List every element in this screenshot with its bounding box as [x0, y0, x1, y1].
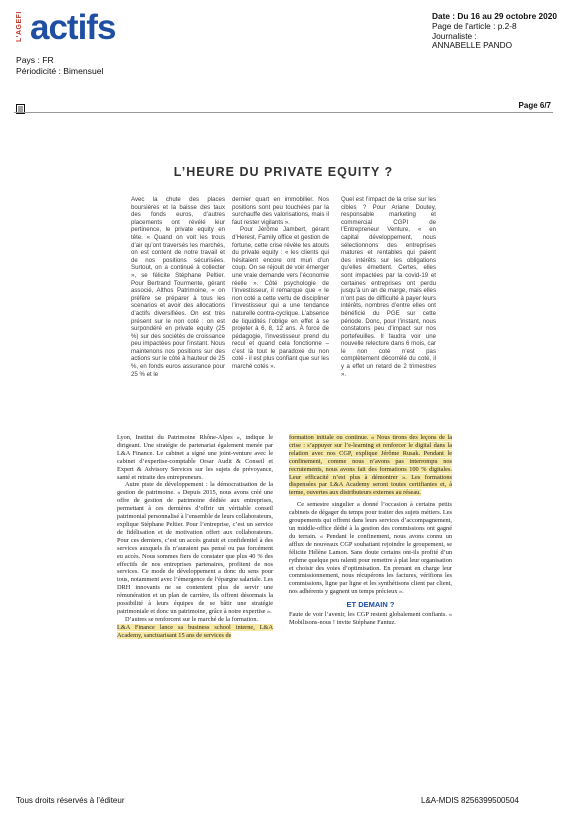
country-label: Pays : FR — [16, 55, 54, 65]
logo-text: actifs — [30, 8, 116, 47]
article-column-1 — [131, 196, 225, 378]
paragraph: Pour Jérôme Jambert, gérant d’Herest, Family office et gestion de fortune, cette crise révèle les atouts du private equity : « les clients qui hésitaient encore ont muri d’un coup. On se réjouit de voir émerger une vraie demande vers l’économie réelle ». Côté psychologie de l’investisseur, il remarque que « le non coté a cette vertu de discipliner l’investisseur qui a une tendance naturelle contra-cyclique. L’absence de liquidités l’oblige en effet à se projeter à 6, 8, 12 ans. À force de pédagogie, l’investisseur prend du recul et quand cela fonctionne – c’est là tout le paradoxe du non coté - il est plus confiant que sur les marché cotés ». — [232, 226, 329, 371]
highlighted-text: formation initiale ou continue. « Nous tirons des leçons de la crise : s’appuyer sur l’e-learning et renforcer le digital dans la relation avec nos CGP, explique Jérôme Rusak. Pendant le confinement, comme nous n’avons pas interrompu nos recrutements, nous avons fait des formations 100 % digitales. Leur efficacité n’est plus à démontrer ». Les formations dispensées par L&A Academy seront toutes certifiantes et, à terme, ouvertes aux distributeurs externes au réseau. — [289, 434, 452, 497]
paragraph: Lyon, Institut du Patrimoine Rhône-Alpes », indique le dirigeant. Une stratégie de partenariat également menée par L&A Finance. Le cabinet a signé une joint-venture avec le cabinet d’expertise-comptable Orsar Audit & Conseil et Expert & Advisory Services sur les sujets de prévoyance, santé et retraite des entrepreneurs. — [117, 434, 273, 481]
lower-column-left — [117, 434, 273, 640]
paragraph: Autre piste de développement : la démocratisation de la gestion de patrimoine. « Depuis 2015, nous avons créé une offre de gestion de patrimoine dédiée aux entreprises, permettant à ces dernières d’offrir un véritable conseil patrimonial personnalisé à l’ensemble de leurs collaborateurs, explique Stéphane Peltier. Pour l’entreprise, c’est un service de fidélisation et de motivation offert aux collaborateurs. Pour ces derniers, c’est un accès gratuit et confidentiel à des services auxquels ils n’auraient pas pensé ou pas forcément eu accès. Nous sommes fiers de constater que plus 40 % des effectifs de nos entreprises partenaires, profitent de nos services. Ce mode de développement a donc du sens pour tous, notamment avec l’émergence de l’épargne salariale. Les DRH innovants ne se contentent plus de servir une rémunération et un plan de carrière, ils offrent désormais la possibilité à leurs équipes de se bâtir une stratégie patrimoniale et donc un patrimoine, grâce à notre expertise ». — [117, 481, 273, 615]
article-metadata — [432, 12, 557, 51]
lower-column-right — [289, 434, 452, 627]
footer-rights: Tous droits réservés à l’éditeur — [16, 796, 125, 805]
paragraph: Avec la chute des places boursières et la baisse des taux des fonds euros, d’autres placements ont révélé leur pertinence, le private equity en tête. « Quand on voit les trous d’air qu’ont traversés les marchés, on est content de notre travail et de nos positions sécurisées. Surtout, on a continué à collecter », se félicite Stéphane Peltier. Pour Bertrand Tourmente, gérant associé, Althos Patrimoine, « on préfère se préparer à tous les scenarios et avoir des allocations d’actifs diversifiées. On est très présent sur le non coté : on est surpondéré en private equity (25 %) sur des sociétés de croissance peu impactées pour l’instant. Nous maintenons nos positions sur des actions sur le côté à hauteur de 25 %, en fonds euros assurance pour 25 % et le — [131, 196, 225, 378]
paragraph: D’autres se renforcent sur le marché de la formation. — [125, 615, 259, 623]
paragraph: dernier quart en immobilier. Nos positions sont peu touchées par la surchauffe des valorisations, mais il faut rester vigilants ». — [232, 196, 329, 226]
article-column-2 — [232, 196, 329, 371]
publication-logo — [14, 8, 130, 54]
paragraph: Ce semestre singulier a donné l’occasion à certains petits cabinets de dégager du temps pour traiter des sujets métiers. Les groupements qui offrent dans leurs services d’accompagnement, un middle-office dédié à la gestion des commissions ont gagné du terrain. « Pendant le confinement, nous avons connu un afflux de nouveaux CGP souhaitant rejoindre le groupement, se félicite Hélène Lamon. Sans doute certains ont-ils profité d’un rythme quelque peu ralenti pour remettre à plat leur organisation et choisir des voies d’optimisation. En prenant en charge leur commissionnement, nous récupérons les factures, vérifions les commissions, ligne par ligne et les synthétisons client par client, nos adhérents y gagnent un temps précieux ». — [289, 501, 452, 596]
article-title: L’HEURE DU PRIVATE EQUITY ? — [173, 165, 394, 179]
highlighted-text: L&A Finance lance sa business school interne, L&A Academy, sanctuarisant 15 ans de services de — [117, 623, 273, 639]
journalist-label: Journaliste : — [432, 30, 477, 41]
journalist-name: ANNABELLE PANDO — [432, 40, 513, 51]
page-indicator: Page 6/7 — [518, 101, 551, 110]
date-label: Date : Du 16 au 29 octobre 2020 — [432, 11, 557, 21]
document-icon — [16, 101, 25, 111]
article-column-3 — [341, 196, 436, 378]
paragraph: Faute de voir l’avenir, les CGP restent globalement confiants. « Mobilisons-nous ! invite Stéphane Fantuz. — [289, 611, 452, 626]
logo-side-text: L'AGEFI — [16, 11, 23, 42]
page-article-label: Page de l'article : p.2-8 — [432, 20, 517, 31]
paragraph: Quel est l’impact de la crise sur les cibles ? Pour Ariane Doutey, responsable marketing et commercial CGPI de l’Entrepreneur Venture, « en capital développement, nous sélectionnons des entreprises matures et rentables qui paient des intérêts sur les obligations qu’elles émettent. Certes, elles sont impactées par la covid-19 et certaines entreprises ont perdu jusqu’à un an de marge, mais elles n’ont pas de difficulté à payer leurs intérêts, nombres d’entre elles ont bénéficié du PGE sur cette période. Donc, pour l’instant, nous constatons peu d’impact sur nos portefeuilles. Il faudra voir une nouvelle relecture dans 6 mois, car le non coté n’est pas complètement décorrélé du coté, il y a effet un retard de 2 trimestres ». — [341, 196, 436, 378]
subheading: ET DEMAIN ? — [346, 600, 395, 610]
periodicity-label: Périodicité : Bimensuel — [16, 66, 104, 76]
header-divider — [14, 112, 553, 113]
footer-reference: L&A-MDIS 8256399500504 — [421, 796, 519, 805]
